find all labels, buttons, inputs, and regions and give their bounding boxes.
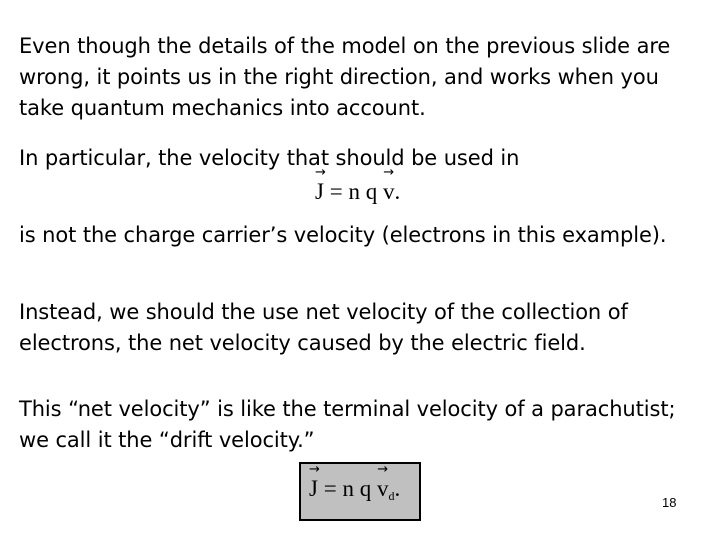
vector-v-drift: → v xyxy=(377,476,389,502)
paragraph-net-velocity: Instead, we should the use net velocity of the collection of electrons, the net velocity caused by the electric field. xyxy=(19,300,628,355)
vector-v: → v xyxy=(383,179,395,205)
symbol-n: n xyxy=(342,476,354,501)
equals-sign: = xyxy=(329,179,343,204)
current-density-equation xyxy=(315,179,400,205)
equation-period: . xyxy=(394,179,401,204)
equation-period: . xyxy=(394,476,401,501)
symbol-n: n xyxy=(348,179,360,204)
symbol-q: q xyxy=(359,476,372,501)
paragraph-velocity-used: In particular, the velocity that should be used in xyxy=(19,146,520,170)
vector-j: → J xyxy=(315,179,324,205)
paragraph-drift-velocity: This “net velocity” is like the terminal velocity of a parachutist; we call it the “drift velocity.” xyxy=(19,397,676,452)
equals-sign: = xyxy=(323,476,337,501)
page-number: 18 xyxy=(662,495,677,510)
paragraph-not-carrier-velocity: is not the charge carrier’s velocity (electrons in this example). xyxy=(19,223,667,247)
subscript-d: d xyxy=(388,489,395,503)
paragraph-model-intro: Even though the details of the model on the previous slide are wrong, it points us in the right direction, and works when you take quantum mechanics into account. xyxy=(19,34,671,120)
vector-j: → J xyxy=(309,476,318,502)
symbol-q: q xyxy=(365,179,378,204)
drift-current-equation xyxy=(309,476,400,504)
